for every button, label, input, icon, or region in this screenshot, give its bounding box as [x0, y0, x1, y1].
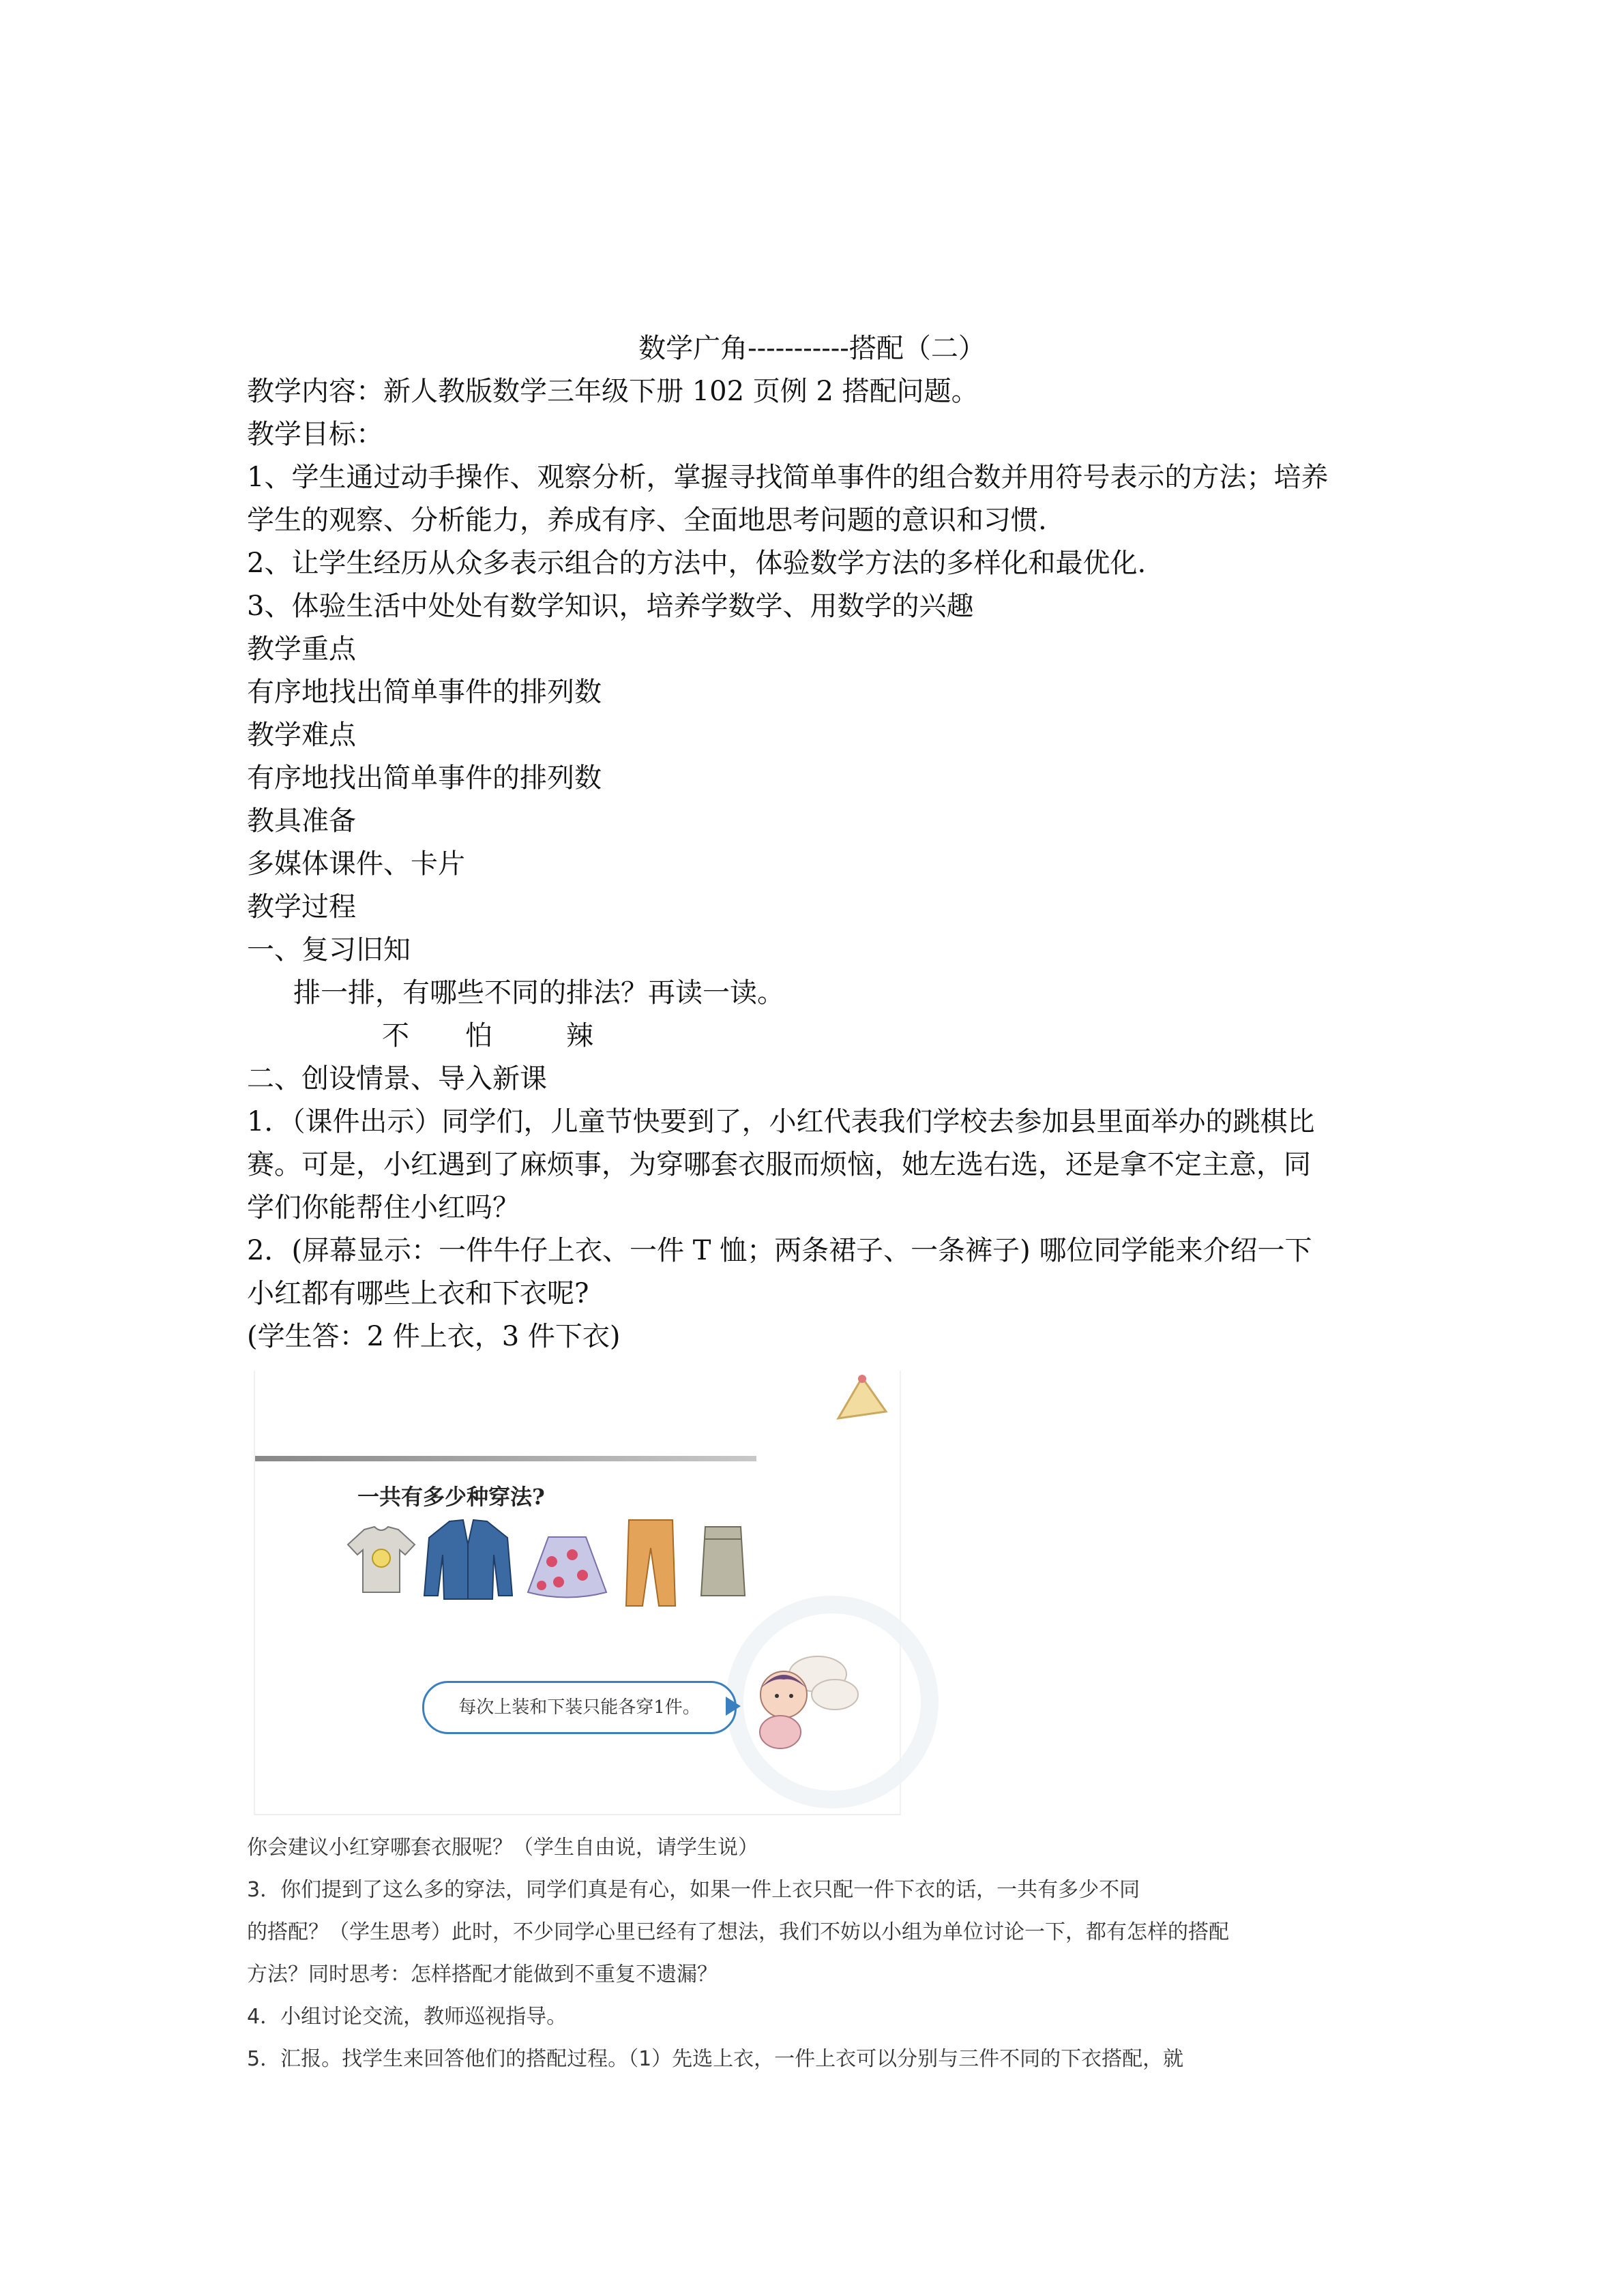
line-3b: 的搭配？（学生思考）此时，不少同学心里已经有了想法，我们不妨以小组为单位讨论一下，都有怎样的搭配: [247, 1920, 1229, 1944]
line-goal-1a: 1、学生通过动手操作、观察分析，掌握寻找简单事件的组合数并用符号表示的方法；培养: [247, 462, 1329, 493]
line-4: 4．小组讨论交流，教师巡视指导。: [247, 2005, 567, 2029]
line-tools: 多媒体课件、卡片: [247, 848, 465, 880]
line-review-task: 排一排，有哪些不同的排法？再读一读。: [293, 977, 784, 1009]
line-suggest: 你会建议小红穿哪套衣服呢？（学生自由说，请学生说）: [247, 1836, 758, 1860]
line-key-heading: 教学重点: [247, 633, 356, 665]
line-5: 5．汇报。找学生来回答他们的搭配过程。（1）先选上衣，一件上衣可以分别与三件不同的下衣搭配，就: [247, 2047, 1184, 2071]
line-answer: (学生答：2 件上衣，3 件下衣): [247, 1321, 621, 1352]
line-3c: 方法？同时思考：怎样搭配才能做到不重复不遗漏？: [247, 1963, 718, 1986]
line-key: 有序地找出简单事件的排列数: [247, 676, 602, 708]
line-1a: 1．（课件出示）同学们，儿童节快要到了，小红代表我们学校去参加县里面举办的跳棋比: [247, 1106, 1315, 1137]
line-3a: 3．你们提到了这么多的穿法，同学们真是有心，如果一件上衣只配一件下衣的话，一共有多少不同: [247, 1878, 1140, 1902]
clothes-illustration: [254, 1371, 901, 1815]
line-review: 一、复习旧知: [247, 934, 411, 966]
line-difficulty: 有序地找出简单事件的排列数: [247, 762, 602, 794]
line-goal-1b: 学生的观察、分析能力，养成有序、全面地思考问题的意识和习惯.: [247, 505, 1047, 536]
char-2: 怕: [465, 1020, 492, 1052]
jacket-icon: [422, 1517, 514, 1602]
skirt-icon: [525, 1534, 610, 1599]
figure-question: 一共有多少种穿法?: [357, 1484, 545, 1510]
straight-skirt-icon: [698, 1524, 748, 1599]
char-1: 不: [382, 1020, 409, 1052]
line-goal-2: 2、让学生经历从众多表示组合的方法中，体验数学方法的多样化和最优化.: [247, 548, 1147, 579]
angel-character-icon: [733, 1647, 862, 1766]
line-goals-heading: 教学目标：: [247, 419, 383, 450]
hat-icon: [825, 1371, 893, 1425]
char-3: 辣: [566, 1020, 593, 1052]
line-1b: 赛。可是，小红遇到了麻烦事，为穿哪套衣服而烦恼，她左选右选，还是拿不定主意，同: [247, 1149, 1311, 1180]
line-2b: 小红都有哪些上衣和下衣呢?: [247, 1278, 589, 1309]
line-intro-heading: 二、创设情景、导入新课: [247, 1063, 547, 1094]
line-1c: 学们你能帮住小红吗？: [247, 1192, 520, 1223]
line-2a: 2．(屏幕显示：一件牛仔上衣、一件 T 恤；两条裙子、一条裤子) 哪位同学能来介绍一下: [247, 1235, 1312, 1266]
tshirt-icon: [344, 1524, 419, 1596]
line-process-heading: 教学过程: [247, 891, 356, 923]
doc-title: 数学广角-----------搭配（二）: [638, 333, 986, 364]
line-difficulty-heading: 教学难点: [247, 719, 356, 751]
line-goal-3: 3、体验生活中处处有数学知识，培养学数学、用数学的兴趣: [247, 591, 974, 622]
line-content: 教学内容：新人教版数学三年级下册 102 页例 2 搭配问题。: [247, 376, 979, 407]
line-tools-heading: 教具准备: [247, 805, 356, 837]
trousers-icon: [623, 1517, 678, 1609]
figure-divider: [255, 1456, 756, 1461]
speech-bubble: 每次上装和下装只能各穿1件。: [422, 1681, 737, 1734]
